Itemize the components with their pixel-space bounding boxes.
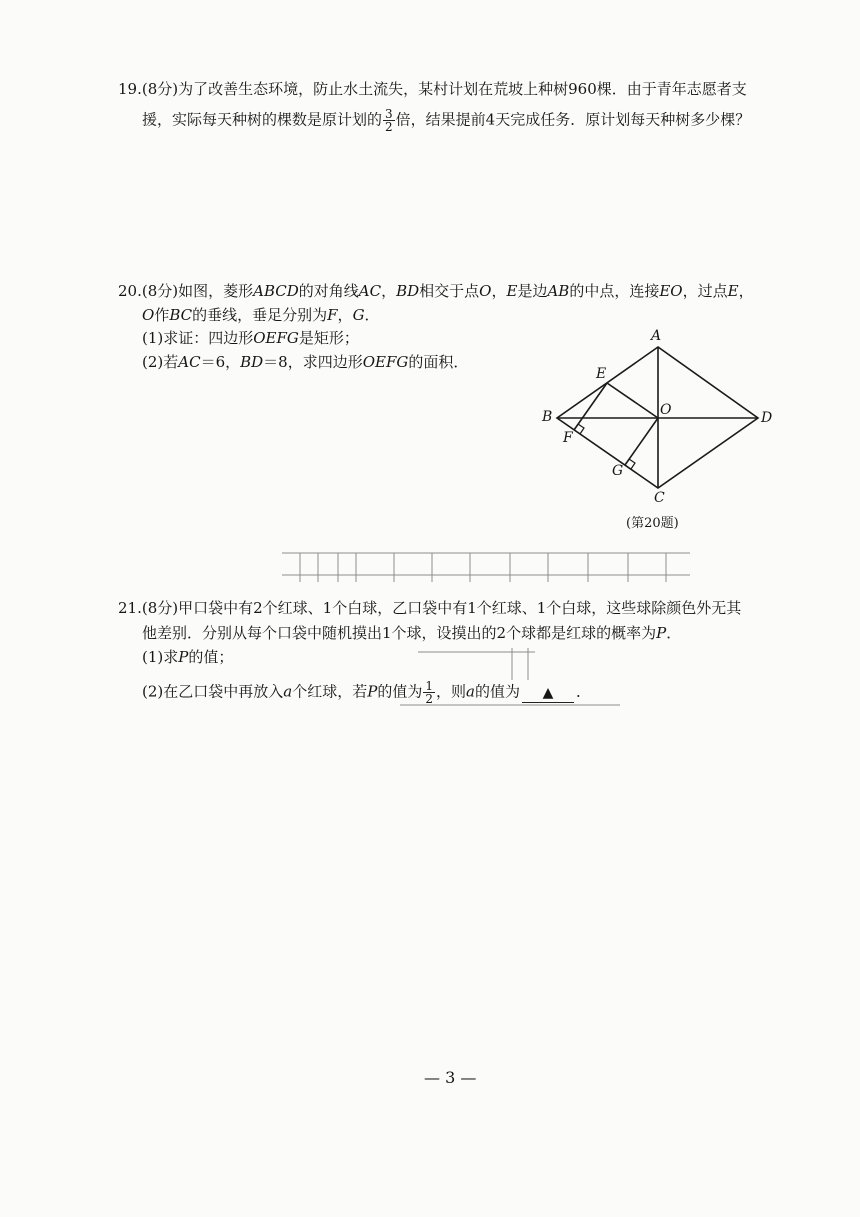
q19-frac-den: 2: [385, 120, 393, 134]
q20-t2: 的对角线: [298, 282, 359, 300]
q21-p2-t2: 个红球，若: [292, 682, 368, 701]
q21-part2: [142, 680, 591, 705]
q20-t6: 是边: [517, 282, 548, 300]
label-o: O: [660, 402, 672, 418]
q20-v6: AB: [547, 282, 570, 300]
q20-p2-t3: ＝8，求四边形: [263, 353, 363, 371]
q20-v3: BD: [396, 282, 420, 300]
rhombus-lines: [557, 347, 758, 488]
q20-l2-v2: BC: [169, 306, 193, 324]
q21-text-2end: ．: [666, 624, 682, 642]
q20-p1-t1: (1)求证：四边形: [142, 329, 254, 347]
label-f: F: [563, 430, 573, 446]
q20-l2-t3: ，: [337, 306, 353, 324]
q20-part2: [142, 351, 468, 373]
q19-fraction: [383, 108, 395, 133]
label-e: E: [596, 366, 607, 382]
q20-l2-t2: 的垂线，垂足分别为: [192, 306, 328, 324]
q19-text-1: 19.(8分)为了改善生态环境，防止水土流失，某村计划在荒坡上种树960棵．由于青年志愿者支: [118, 80, 747, 98]
q20-p2-v1: AC: [178, 353, 201, 371]
q21-frac-den: 2: [425, 692, 433, 706]
segment-ef: [574, 383, 607, 430]
q20-t7: 的中点，连接: [569, 282, 660, 300]
segment-eo: [607, 383, 658, 418]
q21-p2-t5: 的值为: [474, 682, 520, 701]
q20-l2-v1: O: [142, 306, 155, 324]
q21-p2-end: ．: [575, 682, 591, 701]
q21-p2-t1: (2)在乙口袋中再放入: [142, 682, 284, 701]
q20-t4: 相交于点: [419, 282, 480, 300]
q21-p1-v: P: [178, 648, 189, 666]
q21-frac-num: 1: [425, 679, 433, 693]
page-number: — 3 —: [424, 1068, 477, 1087]
q20-p2-v2: BD: [240, 353, 264, 371]
q20-t3: ，: [381, 282, 397, 300]
q20-p2-t4: 的面积．: [408, 353, 469, 371]
q21-p1-t1: (1)求: [142, 648, 179, 666]
right-angle-g: [629, 459, 635, 469]
q21-part1: [142, 646, 233, 668]
q19-text-2b: 倍，结果提前4天完成任务．原计划每天种树多少棵？: [395, 110, 751, 129]
q21-p1-t2: 的值；: [188, 648, 234, 666]
q21-line2: [142, 622, 681, 644]
answer-blank: ▲: [522, 684, 574, 703]
q21-text-1: 21.(8分)甲口袋中有2个红球、1个白球，乙口袋中有1个红球、1个白球，这些球除颜色外无其: [118, 599, 742, 617]
q20-p2-v3: OEFG: [362, 353, 409, 371]
q20-line1: [118, 280, 754, 302]
q20-p1-t2: 是矩形；: [298, 329, 359, 347]
q20-l2-v3: F: [327, 306, 338, 324]
q19-frac-num: 3: [385, 107, 393, 121]
label-d: D: [761, 410, 773, 426]
q21-p2-vp: P: [367, 682, 378, 701]
q20-l2-t4: ．: [364, 306, 380, 324]
q19-line1: [118, 78, 747, 100]
q21-p2-t3: 的值为: [377, 682, 423, 701]
q21-p2-va2: a: [465, 682, 475, 701]
q20-t9: ，: [738, 282, 754, 300]
label-a: A: [651, 328, 662, 344]
q20-v7: EO: [659, 282, 683, 300]
q21-text-2: 他差别．分别从每个口袋中随机摸出1个球，设摸出的2个球都是红球的概率为: [142, 624, 657, 642]
q20-v8: E: [727, 282, 739, 300]
q20-p1-v1: OEFG: [253, 329, 299, 347]
q21-line1: [118, 597, 741, 619]
q20-t8: ，过点: [682, 282, 728, 300]
q20-p2-t2: ＝6，: [200, 353, 241, 371]
q20-l2-t1: 作: [154, 306, 170, 324]
rhombus-abcd: [557, 347, 758, 488]
segment-og: [625, 418, 658, 465]
q20-t1: 20.(8分)如图，菱形: [118, 282, 254, 300]
q19-text-2a: 援，实际每天种树的棵数是原计划的: [142, 110, 383, 129]
q20-v5: E: [506, 282, 518, 300]
label-c: C: [654, 490, 665, 506]
q20-v1: ABCD: [253, 282, 299, 300]
right-angle-f: [578, 424, 584, 434]
q21-var-p: P: [656, 624, 667, 642]
q20-line2: [142, 304, 380, 326]
q21-fraction: [423, 680, 435, 705]
q21-p2-va: a: [283, 682, 293, 701]
q20-part1: [142, 327, 359, 349]
label-g: G: [612, 463, 624, 479]
q20-t5: ，: [491, 282, 507, 300]
q20-l2-v4: G: [352, 306, 365, 324]
q21-p2-t4: ，则: [435, 682, 466, 701]
q19-line2: [142, 108, 750, 133]
q20-p2-t1: (2)若: [142, 353, 179, 371]
figure-caption: (第20题): [626, 516, 679, 531]
q20-v4: O: [479, 282, 492, 300]
label-b: B: [542, 409, 553, 425]
q20-v2: AC: [358, 282, 382, 300]
